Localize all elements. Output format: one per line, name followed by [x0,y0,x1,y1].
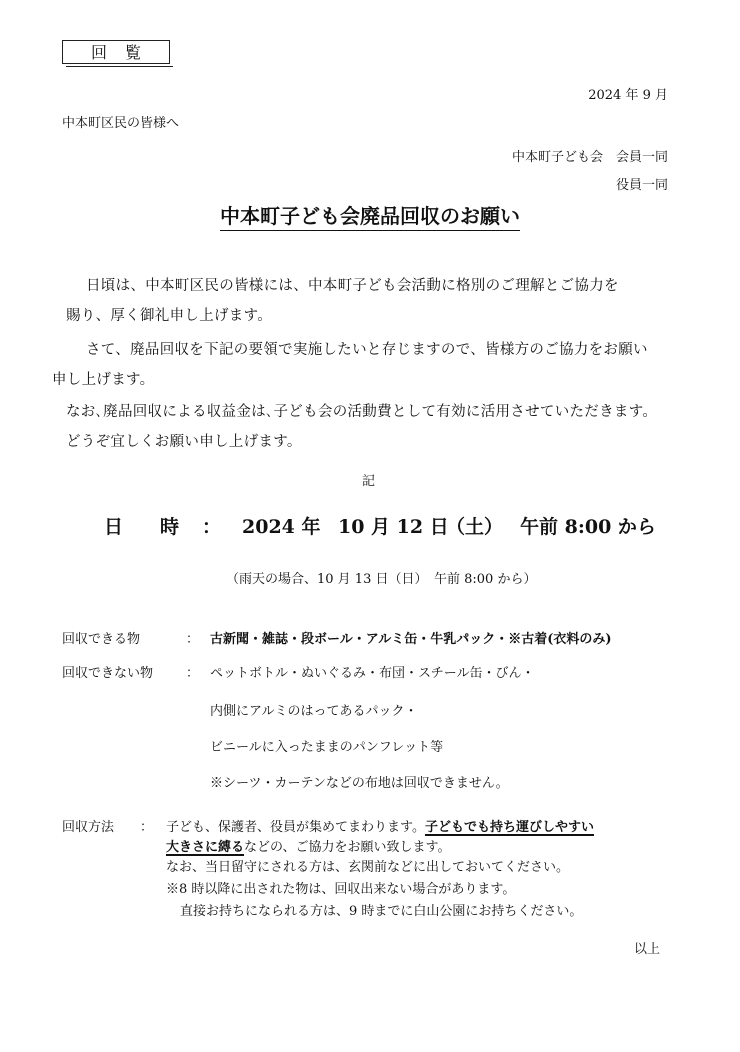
method-line-2: 大きさに縛るなどの、ご協力をお願い致します。 [166,840,451,855]
method-emphasis-1: 子どもでも持ち運びしやすい [424,820,594,835]
collectable-colon: ： [186,632,200,647]
method-line-3: なお、当日留守にされる方は、玄関前などに出しておいてください。 [166,860,570,875]
sender-line-1: 中本町子ども会 会員一同 [511,150,668,165]
schedule-time: 午前 8:00 から [520,516,656,538]
non-collectable-line-3: ビニールに入ったままのパンフレット等 [210,740,444,755]
issue-date: 2024 年 9 月 [588,88,668,103]
schedule-year: 2024 年 [242,516,321,538]
body-paragraph-1-line-2: 賜り、厚く御礼申し上げます。 [66,308,273,324]
fabric-note: ※シーツ・カーテンなどの布地は回収できません。 [210,776,509,791]
non-collectable-line-2: 内側にアルミのはってあるパック・ [210,704,418,719]
sender-line-2: 役員一同 [615,178,668,193]
schedule-month-day: 10 月 12 日 [338,516,449,538]
schedule-label-1: 日 [104,516,124,538]
ki-heading: 記 [362,474,376,489]
method-line-4: ※8 時以降に出された物は、回収出来ない場合があります。 [166,882,516,897]
non-collectable-line-1: ペットボトル・ぬいぐるみ・布団・スチール缶・びん・ [210,666,535,681]
body-paragraph-2-line-2: 申し上げます。 [52,372,155,388]
non-collectable-colon: ： [186,666,200,681]
body-paragraph-2-line-1: さて、廃品回収を下記の要領で実施したいと存じますので、皆様方のご協力をお願い [86,342,648,358]
rain-date-note: （雨天の場合、10 月 13 日（日） 午前 8:00 から） [226,572,537,587]
non-collectable-label: 回収できない物 [62,666,154,681]
document-title: 中本町子ども会廃品回収のお願い [0,200,740,229]
schedule-colon: ： [202,516,222,538]
schedule-label-2: 時 [160,516,180,538]
recipient: 中本町区民の皆様へ [62,116,180,131]
method-colon: ： [140,820,154,835]
method-label: 回収方法 [62,820,115,835]
collectable-items: 古新聞・雑誌・段ボール・アルミ缶・牛乳パック・※古着(衣料のみ) [210,632,612,647]
closing-ijou: 以上 [633,942,660,957]
body-paragraph-3: なお､廃品回収による収益金は､子ども会の活動費として有効に活用させていただきます。 [66,404,658,420]
schedule-weekday: （土） [446,516,504,538]
collectable-label: 回収できる物 [62,632,141,647]
method-emphasis-2: 大きさに縛る [166,840,245,855]
body-paragraph-4: どうぞ宜しくお願い申し上げます。 [66,434,302,450]
body-paragraph-1-line-1: 日頃は、中本町区民の皆様には、中本町子ども会活動に格別のご理解とご協力を [86,278,619,294]
method-line-1: 子ども、保護者、役員が集めてまわります。子どもでも持ち運びしやすい [166,820,594,835]
kairan-box: 回覧 [62,40,170,64]
method-line-5: 直接お持ちになられる方は、9 時までに白山公園にお持ちください。 [180,904,583,919]
